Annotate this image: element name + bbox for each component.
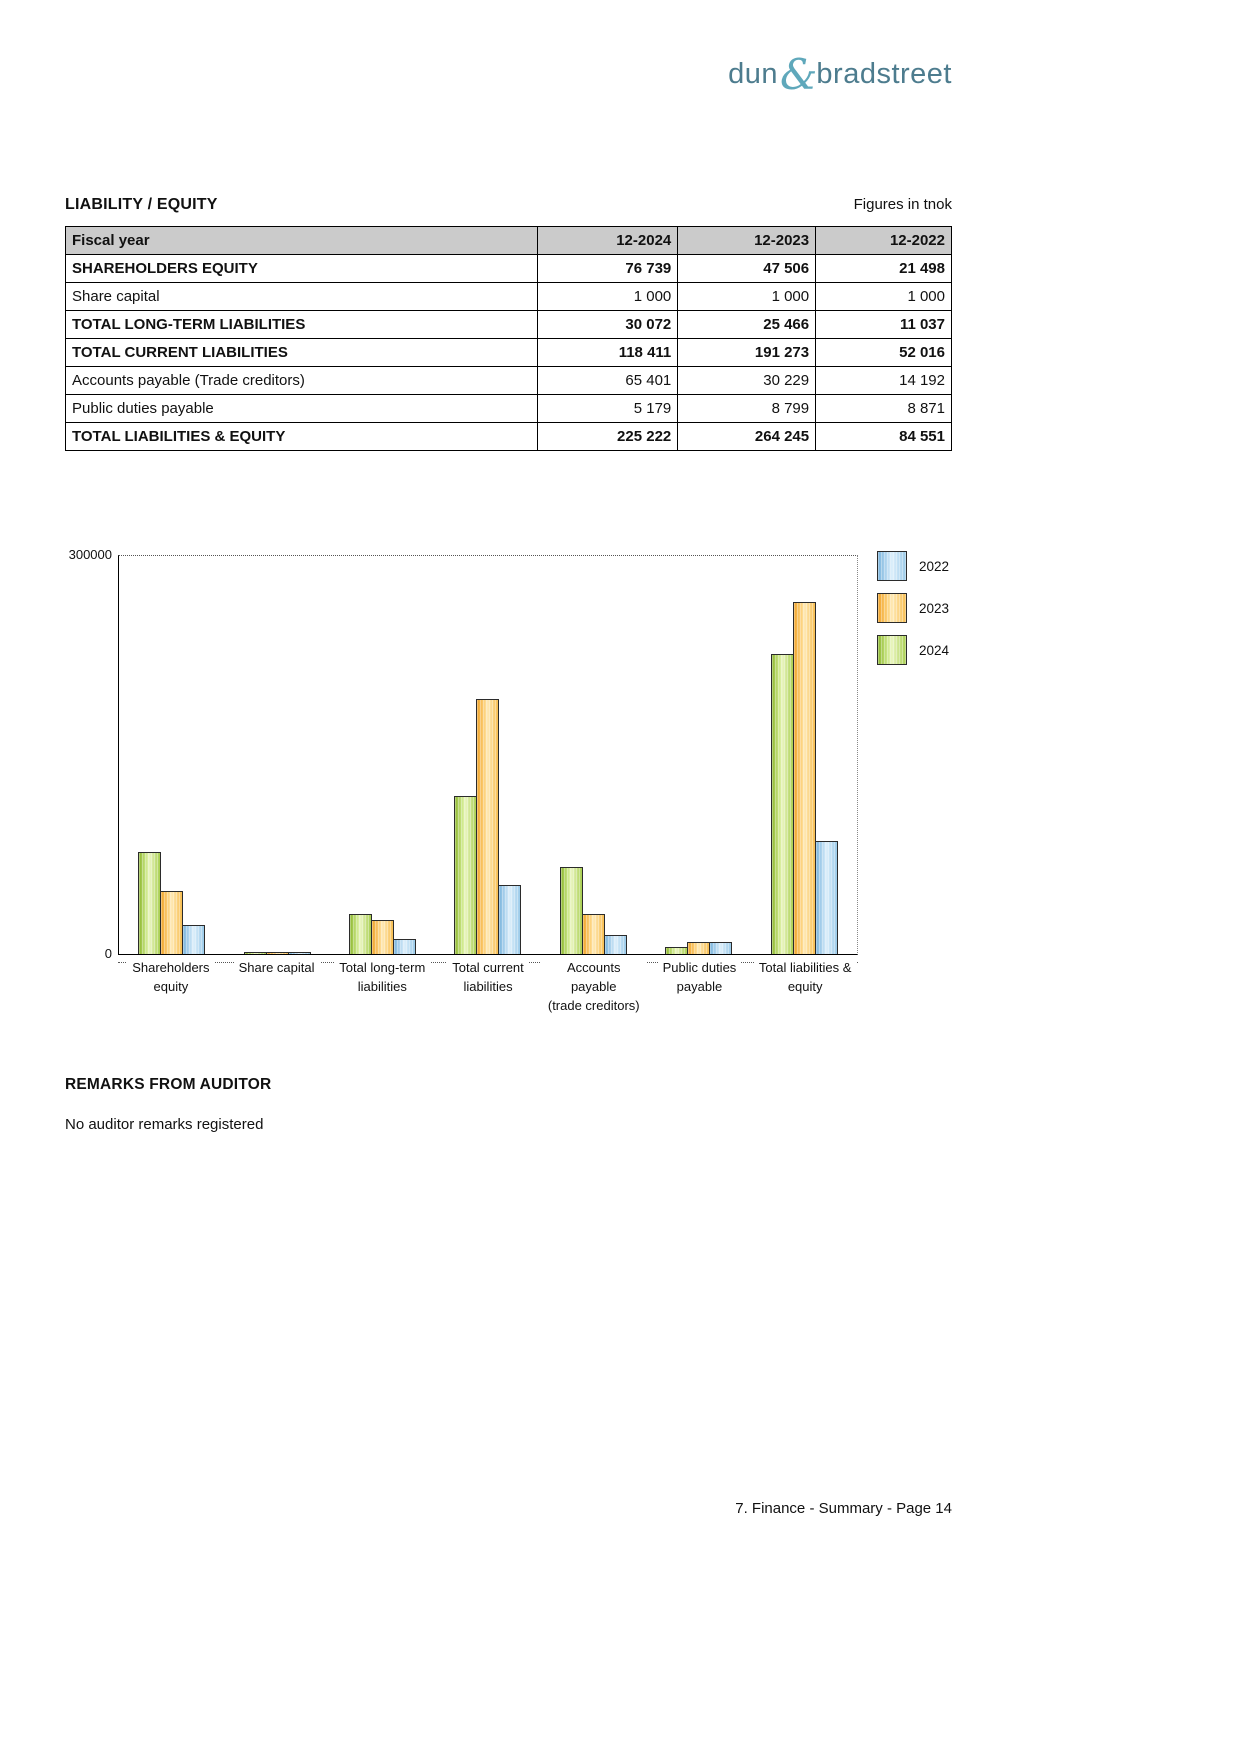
table-header-row bbox=[66, 227, 952, 255]
category-label: Total long-term liabilities bbox=[334, 958, 430, 1015]
row-value: 5 179 bbox=[538, 395, 678, 423]
bar-2024 bbox=[454, 796, 477, 954]
legend-swatch-2022 bbox=[877, 551, 907, 581]
row-value: 11 037 bbox=[816, 311, 952, 339]
row-value: 21 498 bbox=[816, 255, 952, 283]
bar-group bbox=[435, 699, 540, 954]
section-title: LIABILITY / EQUITY bbox=[65, 196, 218, 213]
row-value: 225 222 bbox=[538, 423, 678, 451]
row-value: 30 072 bbox=[538, 311, 678, 339]
row-label: Share capital bbox=[66, 283, 538, 311]
dun-bradstreet-logo bbox=[728, 50, 952, 99]
auditor-remarks-section bbox=[65, 1076, 271, 1133]
row-label: Accounts payable (Trade creditors) bbox=[66, 367, 538, 395]
row-value: 30 229 bbox=[678, 367, 816, 395]
row-value: 1 000 bbox=[538, 283, 678, 311]
bar-2024 bbox=[349, 914, 372, 954]
bar-2022 bbox=[709, 942, 732, 954]
bar-2023 bbox=[582, 914, 605, 954]
bar-2023 bbox=[793, 602, 816, 954]
bar-2024 bbox=[771, 654, 794, 954]
bar-2022 bbox=[393, 939, 416, 954]
row-value: 8 871 bbox=[816, 395, 952, 423]
row-value: 191 273 bbox=[678, 339, 816, 367]
row-label: TOTAL LIABILITIES & EQUITY bbox=[66, 423, 538, 451]
y-axis-zero-label: 0 bbox=[104, 946, 112, 961]
bar-group bbox=[224, 952, 329, 954]
page-footer: 7. Finance - Summary - Page 14 bbox=[735, 1500, 952, 1517]
table-row bbox=[66, 367, 952, 395]
category-label: Share capital bbox=[234, 958, 320, 1015]
remarks-title: REMARKS FROM AUDITOR bbox=[65, 1076, 272, 1093]
bar-2023 bbox=[266, 952, 289, 954]
category-label: Total current liabilities bbox=[447, 958, 529, 1015]
category-label: Total liabilities & equity bbox=[754, 958, 857, 1015]
row-value: 52 016 bbox=[816, 339, 952, 367]
row-value: 1 000 bbox=[678, 283, 816, 311]
bar-2022 bbox=[815, 841, 838, 954]
x-axis-labels bbox=[118, 958, 858, 1015]
bar-2024 bbox=[244, 952, 267, 954]
table-row bbox=[66, 395, 952, 423]
row-value: 65 401 bbox=[538, 367, 678, 395]
chart-legend bbox=[877, 551, 949, 677]
table-row bbox=[66, 283, 952, 311]
units-note: Figures in tnok bbox=[853, 196, 952, 213]
table-column-header: 12-2024 bbox=[538, 227, 678, 255]
table-row bbox=[66, 423, 952, 451]
table-column-header: 12-2022 bbox=[816, 227, 952, 255]
bar-group bbox=[119, 852, 224, 954]
report-page bbox=[65, 0, 952, 1754]
remarks-body: No auditor remarks registered bbox=[65, 1116, 264, 1133]
row-value: 118 411 bbox=[538, 339, 678, 367]
row-value: 25 466 bbox=[678, 311, 816, 339]
bar-2022 bbox=[288, 952, 311, 954]
row-value: 47 506 bbox=[678, 255, 816, 283]
logo-word-dun: dun bbox=[728, 58, 779, 90]
table-row bbox=[66, 255, 952, 283]
legend-swatch-2023 bbox=[877, 593, 907, 623]
legend-label: 2023 bbox=[919, 600, 950, 616]
bar-2024 bbox=[560, 867, 583, 954]
section-header bbox=[65, 196, 952, 214]
bar-2024 bbox=[138, 852, 161, 954]
y-axis-max-label: 300000 bbox=[68, 547, 112, 562]
row-label: TOTAL CURRENT LIABILITIES bbox=[66, 339, 538, 367]
row-value: 84 551 bbox=[816, 423, 952, 451]
row-value: 8 799 bbox=[678, 395, 816, 423]
category-label: Accounts payable (trade creditors) bbox=[541, 958, 647, 1015]
bar-group bbox=[646, 942, 751, 954]
row-label: TOTAL LONG-TERM LIABILITIES bbox=[66, 311, 538, 339]
row-label: SHAREHOLDERS EQUITY bbox=[66, 255, 538, 283]
logo-ampersand-icon: & bbox=[780, 50, 818, 99]
chart-plot-area bbox=[118, 555, 858, 955]
bar-2023 bbox=[476, 699, 499, 954]
row-value: 14 192 bbox=[816, 367, 952, 395]
liability-equity-chart bbox=[65, 548, 952, 1018]
row-value: 264 245 bbox=[678, 423, 816, 451]
bar-2022 bbox=[498, 885, 521, 954]
row-label: Public duties payable bbox=[66, 395, 538, 423]
bar-2023 bbox=[160, 891, 183, 954]
legend-item-2022 bbox=[877, 551, 949, 581]
bar-2024 bbox=[665, 947, 688, 954]
table-column-header: Fiscal year bbox=[66, 227, 538, 255]
category-label: Public duties payable bbox=[658, 958, 742, 1015]
legend-item-2023 bbox=[877, 593, 949, 623]
category-label: Shareholders equity bbox=[127, 958, 214, 1015]
table-row bbox=[66, 339, 952, 367]
legend-label: 2022 bbox=[919, 558, 950, 574]
bar-2023 bbox=[687, 942, 710, 954]
bar-2022 bbox=[604, 935, 627, 954]
legend-item-2024 bbox=[877, 635, 949, 665]
liability-equity-table bbox=[65, 226, 952, 451]
bar-2023 bbox=[371, 920, 394, 954]
legend-label: 2024 bbox=[919, 642, 950, 658]
bar-group bbox=[330, 914, 435, 954]
logo-word-bradstreet: bradstreet bbox=[816, 58, 952, 90]
row-value: 76 739 bbox=[538, 255, 678, 283]
bar-group bbox=[541, 867, 646, 954]
row-value: 1 000 bbox=[816, 283, 952, 311]
legend-swatch-2024 bbox=[877, 635, 907, 665]
table-row bbox=[66, 311, 952, 339]
bar-2022 bbox=[182, 925, 205, 954]
bar-group bbox=[752, 602, 857, 954]
table-column-header: 12-2023 bbox=[678, 227, 816, 255]
